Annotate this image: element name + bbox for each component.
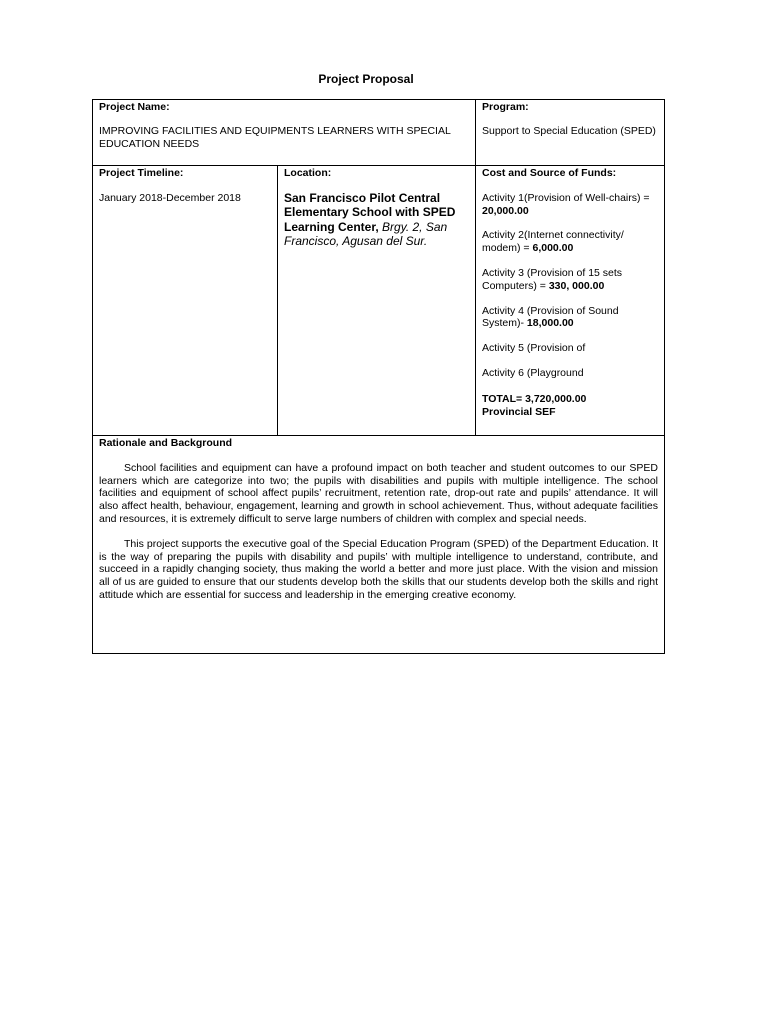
timeline-label: Project Timeline: xyxy=(99,167,184,179)
activity-item: Activity 4 (Provision of Sound System)- 18,000.00 xyxy=(482,304,619,330)
location-school-name: San Francisco Pilot Central Elementary School with SPED Learning Center, xyxy=(284,190,456,234)
location-label: Location: xyxy=(284,167,332,179)
activity-item: Activity 1(Provision of Well-chairs) = 20,000.00 xyxy=(482,191,650,217)
funds-label: Cost and Source of Funds: xyxy=(482,167,617,179)
location-address: Brgy. 2, San Francisco, Agusan del Sur. xyxy=(284,219,448,248)
activity-item: Activity 3 (Provision of 15 sets Computers) = 330, 000.00 xyxy=(482,266,623,292)
cell-rationale xyxy=(93,436,665,654)
row-rationale xyxy=(93,436,665,654)
cell-timeline xyxy=(93,166,278,436)
activity-item: Activity 6 (Playground xyxy=(482,366,584,379)
project-name-value: IMPROVING FACILITIES AND EQUIPMENTS LEARNERS WITH SPECIAL EDUCATION NEEDS xyxy=(99,124,451,150)
rationale-paragraph-1: School facilities and equipment can have a profound impact on both teacher and student outcomes to our SPED learners which are categorize into two; the pupils with disabilities and pupils with multiple intelligence. The school facilities and equipment of school affect pupils’ recruitment, retention rate, drop-out rate and pupils’ attendance. It will also affect health, behaviour, engagement, learning and growth in school achievement. Thus, without adequate facilities and resources, it is extremely difficult to serve large numbers of children with complex and special needs. xyxy=(99,461,658,525)
program-value: Support to Special Education (SPED) xyxy=(482,124,656,137)
cell-funds xyxy=(476,166,665,436)
funds-list xyxy=(482,192,658,419)
cell-location xyxy=(278,166,476,436)
activity-item: Activity 2(Internet connectivity/ modem) = 6,000.00 xyxy=(482,229,624,255)
rationale-label: Rationale and Background xyxy=(99,437,233,449)
funds-source: Provincial SEF xyxy=(482,405,556,418)
rationale-paragraph-2: This project supports the executive goal of the Special Education Program (SPED) of the Department Education. It is the way of preparing the pupils with disability and pupils’ with multiple intelligence to understand, contribute, and succeed in a rapidly changing society, thus making the world a better and more just place. With the vision and mission all of us are guided to ensure that our students develop both the skills that our students develop both the skills and right attitude which are essential for success and leadership in the emerging creative economy. xyxy=(99,537,658,601)
program-label: Program: xyxy=(482,101,529,113)
project-name-label: Project Name: xyxy=(99,101,170,113)
row-details xyxy=(93,166,665,436)
cell-project-name xyxy=(93,100,476,166)
timeline-value: January 2018-December 2018 xyxy=(99,191,241,204)
activity-item: Activity 5 (Provision of xyxy=(482,342,586,355)
cell-program xyxy=(476,100,665,166)
document-title: Project Proposal xyxy=(318,72,414,86)
funds-total: TOTAL= 3,720,000.00 xyxy=(482,392,587,405)
row-project-name xyxy=(93,100,665,166)
location-text xyxy=(284,191,469,249)
proposal-table xyxy=(92,99,665,654)
